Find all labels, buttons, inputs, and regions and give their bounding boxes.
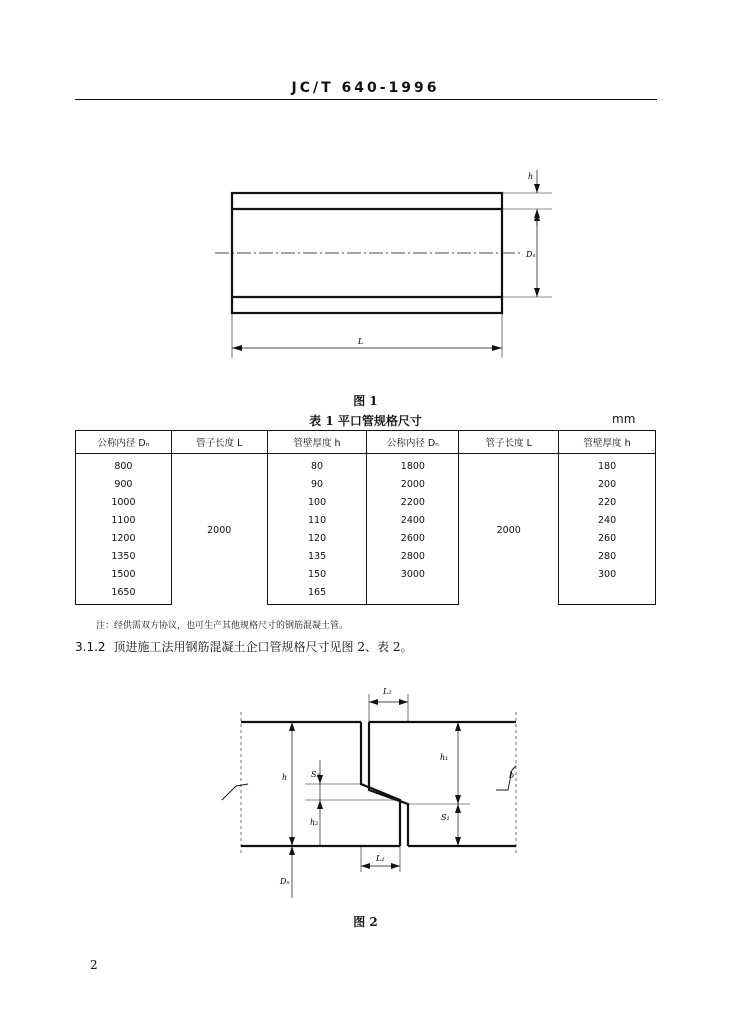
cell-thickness: 80 — [267, 454, 367, 477]
cell-length-right: 2000 — [459, 454, 559, 605]
label-dn-fig2: Dₙ — [280, 877, 290, 886]
table-1-unit: mm — [612, 412, 636, 426]
label-l2: L₂ — [383, 687, 392, 696]
cell-thickness: 240 — [559, 512, 656, 530]
table-row — [76, 454, 656, 477]
page-number: 2 — [90, 958, 98, 972]
header-diameter-right: 公称内径 Dₙ — [367, 431, 459, 454]
cell-diameter: 1000 — [76, 494, 172, 512]
document-header: JC/T 640-1996 — [291, 80, 440, 96]
cell-diameter: 1800 — [367, 454, 459, 477]
cell-diameter: 2800 — [367, 548, 459, 566]
cell-thickness: 300 — [559, 566, 656, 584]
cell-diameter: 1100 — [76, 512, 172, 530]
cell-thickness: 135 — [267, 548, 367, 566]
cell-diameter: 1350 — [76, 548, 172, 566]
label-h: h — [528, 172, 534, 181]
cell-thickness: 150 — [267, 566, 367, 584]
cell-diameter: 1500 — [76, 566, 172, 584]
header-length-left: 管子长度 L — [171, 431, 267, 454]
table-row — [76, 476, 656, 494]
cell-diameter: 900 — [76, 476, 172, 494]
label-h-fig2: h — [282, 773, 288, 782]
cell-thickness: 180 — [559, 454, 656, 477]
cell-thickness: 90 — [267, 476, 367, 494]
table-row — [76, 530, 656, 548]
table-row — [76, 566, 656, 584]
cell-diameter: 3000 — [367, 566, 459, 584]
cell-diameter: 2600 — [367, 530, 459, 548]
section-number: 3.1.2 — [75, 640, 106, 654]
figure-1-drawing — [0, 0, 731, 390]
cell-thickness: 260 — [559, 530, 656, 548]
label-b: b — [509, 771, 515, 780]
cell-length-left: 2000 — [171, 454, 267, 605]
cell-thickness: 280 — [559, 548, 656, 566]
table-row — [76, 548, 656, 566]
table-row — [76, 512, 656, 530]
table-row — [76, 494, 656, 512]
header-length-right: 管子长度 L — [459, 431, 559, 454]
figure-2-drawing — [0, 660, 731, 910]
table-1-note: 注：经供需双方协议，也可生产其他规格尺寸的钢筋混凝土管。 — [96, 621, 349, 631]
label-dn: Dₙ — [526, 250, 536, 259]
figure-2-caption: 图 2 — [353, 915, 378, 929]
table-header-row — [76, 431, 656, 454]
cell-empty — [367, 584, 459, 605]
figure-1-caption: 图 1 — [353, 394, 378, 408]
cell-diameter: 1200 — [76, 530, 172, 548]
cell-thickness: 110 — [267, 512, 367, 530]
label-h1: h₁ — [440, 753, 449, 762]
cell-thickness: 200 — [559, 476, 656, 494]
header-thickness-left: 管壁厚度 h — [267, 431, 367, 454]
label-s1: S₁ — [441, 813, 450, 822]
cell-thickness: 165 — [267, 584, 367, 605]
cell-thickness: 120 — [267, 530, 367, 548]
cell-diameter: 2400 — [367, 512, 459, 530]
cell-diameter: 2000 — [367, 476, 459, 494]
cell-diameter: 1650 — [76, 584, 172, 605]
cell-diameter: 800 — [76, 454, 172, 477]
section-paragraph — [75, 638, 412, 655]
table-1 — [75, 430, 656, 605]
table-1-title: 表 1 平口管规格尺寸 — [309, 414, 422, 428]
section-text: 顶进施工法用钢筋混凝土企口管规格尺寸见图 2、表 2。 — [113, 640, 413, 654]
socket-profile — [369, 722, 408, 846]
label-s2: S₂ — [311, 770, 320, 779]
label-l1: L₁ — [376, 854, 385, 863]
cell-thickness: 100 — [267, 494, 367, 512]
header-diameter-left: 公称内径 Dₙ — [76, 431, 172, 454]
table-row — [76, 584, 656, 605]
label-h2: h₂ — [310, 818, 319, 827]
header-thickness-right: 管壁厚度 h — [559, 431, 656, 454]
spigot-profile — [361, 722, 400, 846]
cell-diameter: 2200 — [367, 494, 459, 512]
cell-thickness: 220 — [559, 494, 656, 512]
cell-empty — [559, 584, 656, 605]
label-l: L — [358, 337, 364, 346]
